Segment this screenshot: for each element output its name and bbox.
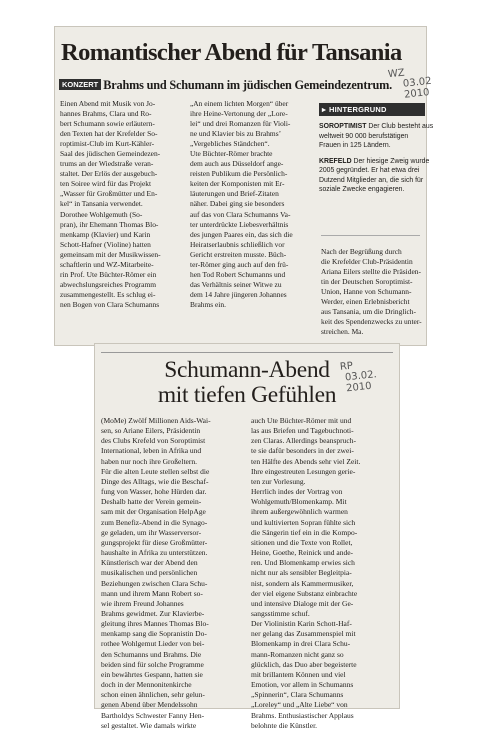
headline-schumann-abend: Schumann-Abend mit tiefen Gefühlen — [157, 357, 337, 408]
hintergrund-box — [319, 103, 434, 195]
hintergrund-text: SOROPTIMIST Der Club besteht aus weltweit 90 000 berufstätigen Frauen in 125 Ländern. KREFELD Der hiesige Zweig wurde 2005 gegründet. Er hat etwa drei Dutzend Mitglieder an, die sich für soziale Zwecke engagieren. — [319, 123, 434, 193]
article1-column-2: „An einem lichten Morgen“ über ihre Heine-Vertonung der „Lore- lei“ und drei Romanzen für Violi- ne und Klavier bis zu Brahms’ „Vergebliches Ständchen“. Ute Büchter-Römer brachte dem auch aus Düsseldorf ange- reisten Publikum die Persönlich- keiten der Komponisten mit Er- läuterungen und Brief-Zitaten näher. Dabei ging sie besonders auf das von Clara Schumanns Va- ter unterdrückte Liebesverhältnis des jungen Paares ein, das sich die Heiratserlaubnis schließlich vor Gericht erstreiten musste. Büch- ter-Römer ging auch auf den frü- hen Tod Robert Schumanns und das Verhältnis seiner Witwe zu dem 14 Jahre jüngeren Johannes Brahms ein. — [190, 99, 293, 309]
chevron-right-icon: ▸ — [322, 105, 326, 114]
top-rule — [101, 352, 393, 353]
subheadline — [59, 76, 392, 94]
handwritten-source-note: WZ 03.02 2010 — [387, 67, 433, 101]
hintergrund-label: ▸ HINTERGRUND — [319, 103, 425, 116]
clipping-wz — [55, 27, 434, 345]
article2-column-2: auch Ute Büchter-Römer mit und las aus Briefen und Tagebuchnoti- zen Claras. Allerdings beanspruch- te sie dafür besonders in der zwei- ten Hälfte des Abends sehr viel Zeit. Ihre eingestreuten Lesungen gerie- ten zur Vorlesung. Herrlich indes der Vortrag von Wohlgemuth/Blomenkamp. Mit ihrem außergewöhnlich warmen und kultivierten Sopran fühlte sich die Sängerin tief ein in die Kompo- sitionen und die Texte von Rollet, Heine, Goethe, Reinick und ande- ren. Und Blomenkamp erwies sich nicht nur als sensibler Begleitpia- nist, sondern als Kammermusiker, der viel eigene Substanz einbrachte und intensive Dialoge mit der Ge- sangsstimme schuf. Der Violinistin Karin Schott-Haf- ner gelang das Zusammenspiel mit Blomenkamp in drei Clara Schu- mann-Romanzen nicht ganz so glücklich, das Duo aber begeisterte mit brillantem Können und viel Emotion, vor allem in Schumanns „Spinnerin“, Clara Schumanns „Loreley“ und „Alte Liebe“ von Brahms. Enthusiastischer Applaus belohnte die Künstler. — [251, 416, 361, 730]
clipping-rp — [95, 344, 399, 730]
subheadline-text: Brahms und Schumann im jüdischen Gemeindezentrum. — [103, 78, 393, 92]
box-divider — [321, 235, 420, 236]
handwritten-source-note: RP 03.02. 2010 — [339, 360, 378, 395]
article2-column-1: (MoMe) Zwölf Millionen Aids-Wai- sen, so Ariane Eilers, Präsidentin des Clubs Krefeld von Soroptimist International, leben in Afrika und haben nur noch ihre Großeltern. Für die alten Leute stellen selbst die Dinge des Alltags, wie die Beschaf- fung von Wasser, hohe Hürden dar. Deshalb hatte der Verein gemein- sam mit der Organisation HelpAge zum Benefiz-Abend in die Synago- ge geladen, um ihr Wasserversor- gungsprojekt für diese Großmütter- haushalte in Afrika zu unterstützen. Künstlerisch war der Abend den musikalischen und persönlichen Beziehungen zwischen Clara Schu- mann und ihrem Mann Robert so- wie ihrem Freund Johannes Brahms gewidmet. Zur Klavierbe- gleitung ihres Mannes Thomas Blo- menkamp sang die Sopranistin Do- rothee Wohlgemut Lieder von bei- den Schumanns und Brahms. Die beiden sind für solche Programme ein bewährtes Gespann, hatten sie doch in der Mennonitenkirche schon einen ähnlichen, sehr gelun- genen Abend über Mendelssohn Bartholdys Schwester Fanny Hen- sel gestaltet. Wie damals wirkte — [101, 416, 211, 730]
article1-column-3: Nach der Begrüßung durch die Krefelder Club-Präsidentin Ariana Eilers stellte die Präsiden- tin der Deutschen Soroptimist- Union, Hanne von Schumann- Werder, einen Erlebnisbericht aus Tansania, um die Dringlich- keit des Spendenzwecks zu unter- streichen. Ma. — [321, 247, 422, 337]
headline-romantischer-abend: Romantischer Abend für Tansania — [61, 39, 402, 66]
article1-column-1: Einen Abend mit Musik von Jo- hannes Brahms, Clara und Ro- bert Schumann sowie erläutern- den Texten hat der Krefelder So- roptimist-Club im Kurt-Kähler- Saal des jüdischen Gemeindezen- trums an der Wiedstraße veran- staltet. Der Erlös der ausgebuch- ten Soiree wird für das Projekt „Wasser für Großmütter und En- kel“ in Tansania verwendet. Dorothee Wohlgemuth (So- pran), ihr Ehemann Thomas Blo- menkamp (Klavier) und Karin Schott-Hafner (Violine) hatten gemeinsam mit der Musikwissen- schaftlerin und WZ-Mitarbeite- rin Prof. Ute Büchter-Römer ein abwechslungsreiches Programm zusammengestellt. Es schlug ei- nen Bogen von Clara Schumanns — [60, 99, 161, 309]
konzert-tag: KONZERT — [59, 79, 101, 90]
